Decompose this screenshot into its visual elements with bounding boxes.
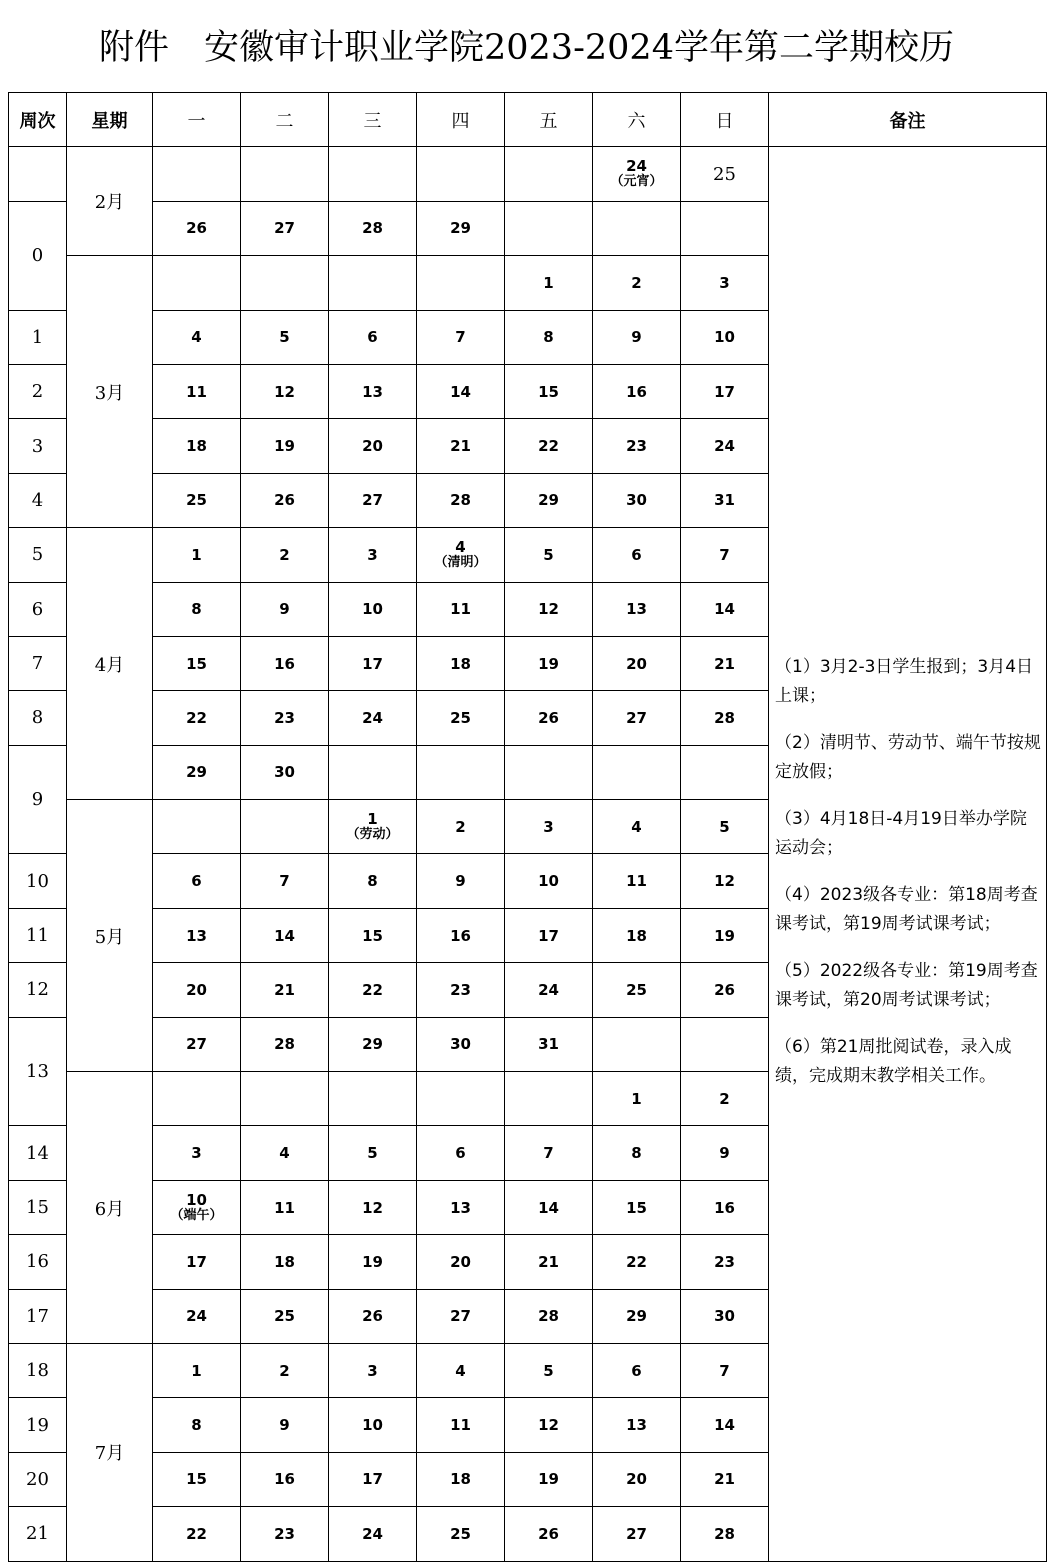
- day-cell-fri: 31: [505, 1017, 593, 1071]
- day-cell-mon: 17: [153, 1235, 241, 1289]
- week-number: 18: [9, 1343, 67, 1397]
- day-cell-sat: 20: [593, 636, 681, 690]
- header-remarks: 备注: [769, 93, 1047, 147]
- day-cell-sat: 16: [593, 364, 681, 418]
- day-cell-fri: 15: [505, 364, 593, 418]
- week-number: 8: [9, 691, 67, 745]
- day-cell-tue: 21: [241, 963, 329, 1017]
- day-cell-thu: 21: [417, 419, 505, 473]
- week-number: 3: [9, 419, 67, 473]
- holiday-label: （元宵）: [610, 174, 663, 190]
- day-cell-thu: 9: [417, 854, 505, 908]
- day-cell-thu: 7: [417, 310, 505, 364]
- day-cell-fri: 29: [505, 473, 593, 527]
- day-cell-thu: [417, 528, 505, 582]
- day-cell-sun: 26: [681, 963, 769, 1017]
- day-cell-sun: 24: [681, 419, 769, 473]
- day-cell-sat: [593, 201, 681, 255]
- day-cell-sat: 27: [593, 691, 681, 745]
- day-cell-wed: [329, 745, 417, 799]
- day-cell-sun: 5: [681, 800, 769, 854]
- day-cell-thu: 6: [417, 1126, 505, 1180]
- day-cell-thu: 20: [417, 1235, 505, 1289]
- day-cell-sat: 13: [593, 582, 681, 636]
- day-cell-tue: [241, 1072, 329, 1126]
- remark-item: （1）3月2-3日学生报到；3月4日上课；: [775, 656, 1034, 706]
- day-cell-mon: 15: [153, 636, 241, 690]
- day-cell-wed: 24: [329, 691, 417, 745]
- day-cell-wed: 10: [329, 1398, 417, 1452]
- day-cell-sun: [681, 201, 769, 255]
- day-cell-thu: 11: [417, 582, 505, 636]
- week-number: 21: [9, 1507, 67, 1561]
- day-cell-tue: 16: [241, 636, 329, 690]
- remark-item: （2）清明节、劳动节、端午节按规定放假；: [775, 732, 1041, 782]
- holiday-label: （端午）: [170, 1207, 223, 1223]
- day-cell-wed: 10: [329, 582, 417, 636]
- day-cell-mon: 8: [153, 582, 241, 636]
- day-cell-fri: [505, 1072, 593, 1126]
- day-cell-mon: [153, 256, 241, 310]
- day-cell-tue: 7: [241, 854, 329, 908]
- day-cell-wed: 3: [329, 528, 417, 582]
- day-cell-mon: 1: [153, 1343, 241, 1397]
- day-cell-sun: 28: [681, 1507, 769, 1561]
- day-cell-fri: 24: [505, 963, 593, 1017]
- day-number: 4: [455, 537, 466, 556]
- remarks-top-cell: [769, 147, 1047, 201]
- month-label-mar: 3月: [67, 256, 153, 528]
- remark-item: （6）第21周批阅试卷，录入成绩，完成期末教学相关工作。: [775, 1036, 1012, 1086]
- month-label-jul: 7月: [67, 1343, 153, 1561]
- day-cell-mon: 22: [153, 1507, 241, 1561]
- day-cell-mon: 24: [153, 1289, 241, 1343]
- header-row: [9, 93, 1047, 147]
- day-cell-tue: 9: [241, 582, 329, 636]
- holiday-label: （清明）: [434, 554, 487, 570]
- day-cell-tue: 28: [241, 1017, 329, 1071]
- day-cell-fri: 7: [505, 1126, 593, 1180]
- day-cell-sat: 20: [593, 1452, 681, 1506]
- day-cell-fri: 5: [505, 1343, 593, 1397]
- day-cell-sat: 6: [593, 1343, 681, 1397]
- day-cell-tue: 27: [241, 201, 329, 255]
- day-cell-sat: 8: [593, 1126, 681, 1180]
- day-cell-fri: 10: [505, 854, 593, 908]
- day-cell-wed: [329, 1072, 417, 1126]
- day-cell-thu: 13: [417, 1180, 505, 1234]
- day-cell-wed: 8: [329, 854, 417, 908]
- day-cell-sun: [681, 1017, 769, 1071]
- day-cell-sun: 7: [681, 528, 769, 582]
- day-cell-wed: 13: [329, 364, 417, 418]
- day-cell-fri: 12: [505, 582, 593, 636]
- remarks-cell: [769, 201, 1047, 1561]
- day-cell-mon: [153, 800, 241, 854]
- day-cell-mon: 15: [153, 1452, 241, 1506]
- week-number: 4: [9, 473, 67, 527]
- day-cell-sun: 30: [681, 1289, 769, 1343]
- day-cell-fri: 28: [505, 1289, 593, 1343]
- day-cell-wed: [329, 800, 417, 854]
- day-cell-fri: 26: [505, 1507, 593, 1561]
- day-cell-wed: 26: [329, 1289, 417, 1343]
- day-cell-wed: 17: [329, 636, 417, 690]
- day-cell-wed: [329, 256, 417, 310]
- day-cell-thu: 29: [417, 201, 505, 255]
- week-number: 10: [9, 854, 67, 908]
- day-cell-thu: 16: [417, 908, 505, 962]
- week-number: 16: [9, 1235, 67, 1289]
- day-cell-fri: [505, 201, 593, 255]
- day-cell-tue: 19: [241, 419, 329, 473]
- day-cell-sun: 10: [681, 310, 769, 364]
- day-cell-mon: 22: [153, 691, 241, 745]
- day-cell-thu: 18: [417, 636, 505, 690]
- day-cell-fri: 14: [505, 1180, 593, 1234]
- day-cell-sat: 9: [593, 310, 681, 364]
- day-cell-tue: [241, 800, 329, 854]
- day-cell-sat: 2: [593, 256, 681, 310]
- day-cell-wed: 12: [329, 1180, 417, 1234]
- day-cell-sat: 25: [593, 963, 681, 1017]
- calendar-table: [8, 92, 1047, 1562]
- day-cell-thu: [417, 256, 505, 310]
- day-cell-tue: 25: [241, 1289, 329, 1343]
- day-cell-sat: 15: [593, 1180, 681, 1234]
- day-cell-sun: 25: [681, 147, 769, 201]
- day-cell-tue: [241, 256, 329, 310]
- day-cell-mon: 4: [153, 310, 241, 364]
- day-cell-tue: 16: [241, 1452, 329, 1506]
- day-cell-fri: 12: [505, 1398, 593, 1452]
- day-number: 10: [186, 1190, 207, 1209]
- day-cell-sun: 17: [681, 364, 769, 418]
- header-sun: 日: [681, 93, 769, 147]
- week-number: 0: [9, 201, 67, 310]
- day-cell-thu: 2: [417, 800, 505, 854]
- day-cell-sun: 23: [681, 1235, 769, 1289]
- day-cell-tue: 9: [241, 1398, 329, 1452]
- week-number: 14: [9, 1126, 67, 1180]
- week-number: 2: [9, 364, 67, 418]
- day-cell-sun: 28: [681, 691, 769, 745]
- month-label-feb: 2月: [67, 147, 153, 256]
- day-cell-sat: 4: [593, 800, 681, 854]
- header-week: 周次: [9, 93, 67, 147]
- day-cell-sat: 23: [593, 419, 681, 473]
- day-cell-fri: 5: [505, 528, 593, 582]
- day-cell-sat: 27: [593, 1507, 681, 1561]
- day-cell-tue: 11: [241, 1180, 329, 1234]
- day-cell-tue: 23: [241, 1507, 329, 1561]
- table-row: [9, 201, 1047, 255]
- week-number: 20: [9, 1452, 67, 1506]
- day-cell-tue: 12: [241, 364, 329, 418]
- day-cell-sat: 6: [593, 528, 681, 582]
- day-cell-fri: 19: [505, 1452, 593, 1506]
- day-cell-mon: 25: [153, 473, 241, 527]
- day-cell-sun: 2: [681, 1072, 769, 1126]
- day-cell-thu: [417, 745, 505, 799]
- week-number: 12: [9, 963, 67, 1017]
- day-cell-wed: 17: [329, 1452, 417, 1506]
- day-cell-tue: 2: [241, 528, 329, 582]
- header-wed: 三: [329, 93, 417, 147]
- week-number: 19: [9, 1398, 67, 1452]
- day-cell-thu: 28: [417, 473, 505, 527]
- day-cell-fri: 19: [505, 636, 593, 690]
- day-cell-tue: 30: [241, 745, 329, 799]
- day-cell-tue: 26: [241, 473, 329, 527]
- week-number: 17: [9, 1289, 67, 1343]
- day-cell-mon: 6: [153, 854, 241, 908]
- day-cell-sat: 30: [593, 473, 681, 527]
- week-number: 9: [9, 745, 67, 854]
- day-cell-sun: 21: [681, 1452, 769, 1506]
- day-cell-sun: 16: [681, 1180, 769, 1234]
- day-cell-wed: 28: [329, 201, 417, 255]
- day-cell-wed: 6: [329, 310, 417, 364]
- day-cell-wed: 15: [329, 908, 417, 962]
- day-cell-wed: 27: [329, 473, 417, 527]
- week-number: 5: [9, 528, 67, 582]
- day-cell-sat: 18: [593, 908, 681, 962]
- day-cell-wed: 22: [329, 963, 417, 1017]
- day-cell-fri: 1: [505, 256, 593, 310]
- day-cell-fri: 26: [505, 691, 593, 745]
- day-cell-sat: 1: [593, 1072, 681, 1126]
- day-cell-sun: 7: [681, 1343, 769, 1397]
- day-cell-tue: 4: [241, 1126, 329, 1180]
- day-cell-sun: 19: [681, 908, 769, 962]
- day-cell-mon: [153, 1180, 241, 1234]
- day-cell-mon: 11: [153, 364, 241, 418]
- day-cell-thu: 4: [417, 1343, 505, 1397]
- month-label-jun: 6月: [67, 1072, 153, 1344]
- week-number: 15: [9, 1180, 67, 1234]
- day-cell-thu: 27: [417, 1289, 505, 1343]
- day-cell-thu: 14: [417, 364, 505, 418]
- day-cell-tue: 5: [241, 310, 329, 364]
- remark-item: （3）4月18日-4月19日举办学院运动会；: [775, 808, 1027, 858]
- day-cell-mon: 20: [153, 963, 241, 1017]
- day-cell-thu: 25: [417, 1507, 505, 1561]
- remark-item: （5）2022级各专业：第19周考查课考试，第20周考试课考试；: [775, 960, 1038, 1010]
- day-cell-thu: 11: [417, 1398, 505, 1452]
- header-weekday: 星期: [67, 93, 153, 147]
- day-cell-mon: 3: [153, 1126, 241, 1180]
- day-cell-sun: [681, 745, 769, 799]
- day-number: 24: [626, 157, 647, 176]
- header-thu: 四: [417, 93, 505, 147]
- day-cell-mon: [153, 147, 241, 201]
- week-cell-empty: [9, 147, 67, 201]
- day-cell-fri: [505, 745, 593, 799]
- week-number: 7: [9, 636, 67, 690]
- day-cell-fri: 21: [505, 1235, 593, 1289]
- day-cell-sat: 13: [593, 1398, 681, 1452]
- day-cell-fri: [505, 147, 593, 201]
- day-cell-wed: 19: [329, 1235, 417, 1289]
- day-cell-tue: 2: [241, 1343, 329, 1397]
- day-cell-thu: 18: [417, 1452, 505, 1506]
- week-number: 13: [9, 1017, 67, 1126]
- day-cell-fri: 3: [505, 800, 593, 854]
- day-cell-thu: [417, 147, 505, 201]
- day-cell-wed: [329, 147, 417, 201]
- header-mon: 一: [153, 93, 241, 147]
- header-sat: 六: [593, 93, 681, 147]
- day-cell-fri: 8: [505, 310, 593, 364]
- day-cell-thu: [417, 1072, 505, 1126]
- table-row: [9, 147, 1047, 201]
- day-cell-mon: 8: [153, 1398, 241, 1452]
- day-cell-sat: 29: [593, 1289, 681, 1343]
- day-cell-sun: 14: [681, 1398, 769, 1452]
- day-cell-mon: 18: [153, 419, 241, 473]
- day-cell-tue: 14: [241, 908, 329, 962]
- day-cell-wed: 20: [329, 419, 417, 473]
- day-cell-wed: 24: [329, 1507, 417, 1561]
- day-cell-mon: 29: [153, 745, 241, 799]
- day-cell-sat: [593, 1017, 681, 1071]
- day-cell-mon: 27: [153, 1017, 241, 1071]
- day-cell-wed: 5: [329, 1126, 417, 1180]
- day-cell-fri: 22: [505, 419, 593, 473]
- day-cell-sun: 31: [681, 473, 769, 527]
- day-cell-wed: 29: [329, 1017, 417, 1071]
- day-cell-sun: 9: [681, 1126, 769, 1180]
- day-cell-sat: 22: [593, 1235, 681, 1289]
- day-cell-tue: [241, 147, 329, 201]
- holiday-label: （劳动）: [346, 826, 399, 842]
- day-cell-thu: 25: [417, 691, 505, 745]
- month-label-apr: 4月: [67, 528, 153, 800]
- day-cell-tue: 23: [241, 691, 329, 745]
- day-cell-mon: 13: [153, 908, 241, 962]
- day-number: 1: [367, 809, 378, 828]
- day-cell-sun: 14: [681, 582, 769, 636]
- day-cell-sun: 21: [681, 636, 769, 690]
- header-tue: 二: [241, 93, 329, 147]
- remark-item: （4）2023级各专业：第18周考查课考试，第19周考试课考试；: [775, 884, 1038, 934]
- day-cell-thu: 30: [417, 1017, 505, 1071]
- day-cell-sat: [593, 745, 681, 799]
- page-title: 附件 安徽审计职业学院2023-2024学年第二学期校历: [99, 28, 954, 68]
- month-label-may: 5月: [67, 800, 153, 1072]
- day-cell-sun: 3: [681, 256, 769, 310]
- header-fri: 五: [505, 93, 593, 147]
- day-cell-wed: 3: [329, 1343, 417, 1397]
- day-cell-mon: 26: [153, 201, 241, 255]
- day-cell-thu: 23: [417, 963, 505, 1017]
- day-cell-sun: 12: [681, 854, 769, 908]
- day-cell-mon: 1: [153, 528, 241, 582]
- week-number: 6: [9, 582, 67, 636]
- day-cell-sat: [593, 147, 681, 201]
- day-cell-sat: 11: [593, 854, 681, 908]
- day-cell-mon: [153, 1072, 241, 1126]
- week-number: 11: [9, 908, 67, 962]
- day-cell-fri: 17: [505, 908, 593, 962]
- day-cell-tue: 18: [241, 1235, 329, 1289]
- week-number: 1: [9, 310, 67, 364]
